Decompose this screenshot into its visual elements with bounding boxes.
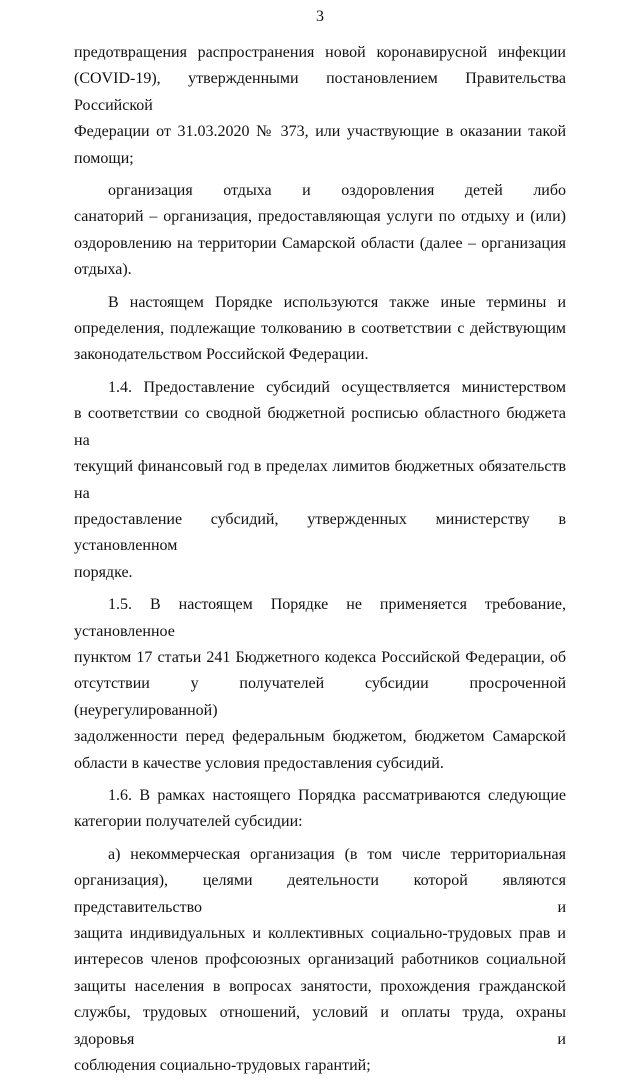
text-line: помощи; — [74, 149, 134, 167]
text-line: 1.4. Предоставление субсидий осуществляется министерством — [108, 378, 566, 396]
text-line: В настоящем Порядке используются также иные термины и — [108, 293, 566, 311]
text-line: определения, подлежащие толкованию в соответствии с действующим — [74, 320, 566, 338]
paragraph — [74, 40, 566, 172]
document-body — [74, 40, 566, 1085]
text-line: отсутствии у получателей субсидии просроченной (неурегулированной) — [74, 675, 566, 719]
text-line: в соответствии со сводной бюджетной росписью областного бюджета на — [74, 405, 566, 449]
text-line: (COVID-19), утвержденными постановлением Правительства Российской — [74, 70, 566, 114]
paragraph — [74, 178, 566, 284]
text-line: организация), целями деятельности которой являются представительство и — [74, 872, 566, 916]
text-line: текущий финансовый год в пределах лимитов бюджетных обязательств на — [74, 458, 566, 502]
paragraph — [74, 783, 566, 836]
text-line: пунктом 17 статьи 241 Бюджетного кодекса Российской Федерации, об — [74, 648, 566, 666]
text-line: организация отдыха и оздоровления детей либо — [108, 182, 566, 200]
text-line: санаторий – организация, предоставляющая услуги по отдыху и (или) — [74, 208, 566, 226]
text-line: 1.5. В настоящем Порядке не применяется требование, установленное — [74, 596, 566, 640]
text-line: а) некоммерческая организация (в том числе территориальная — [108, 845, 566, 863]
text-line: порядке. — [74, 563, 133, 581]
text-line: законодательством Российской Федерации. — [74, 346, 369, 364]
text-line: отдыха). — [74, 261, 132, 279]
text-line: Федерации от 31.03.2020 № 373, или участвующие в оказании такой — [74, 123, 566, 141]
text-line: предоставление субсидий, утвержденных министерству в установленном — [74, 510, 566, 555]
text-line: 1.6. В рамках настоящего Порядка рассматриваются следующие — [108, 786, 566, 804]
text-line: задолженности перед федеральным бюджетом, бюджетом Самарской — [74, 728, 566, 746]
text-line: категории получателей субсидии: — [74, 813, 303, 831]
text-line: предотвращения распространения новой коронавирусной инфекции — [74, 44, 566, 61]
text-line: защиты населения в вопросах занятости, прохождения гражданской — [74, 977, 566, 995]
text-line: защита индивидуальных и коллективных социально-трудовых прав и — [74, 925, 566, 942]
paragraph — [74, 290, 566, 369]
paragraph — [74, 842, 566, 1080]
text-line: службы, трудовых отношений, условий и оплаты труда, охраны здоровья и — [74, 1004, 566, 1048]
paragraph — [74, 375, 566, 586]
paragraph — [74, 592, 566, 777]
text-line: интересов членов профсоюзных организаций работников социальной — [74, 951, 566, 969]
text-line: области в качестве условия предоставления субсидий. — [74, 754, 444, 772]
page-number: 3 — [316, 8, 324, 25]
text-line: соблюдения социально-трудовых гарантий; — [74, 1057, 371, 1075]
text-line: оздоровлению на территории Самарской области (далее – организация — [74, 234, 566, 252]
